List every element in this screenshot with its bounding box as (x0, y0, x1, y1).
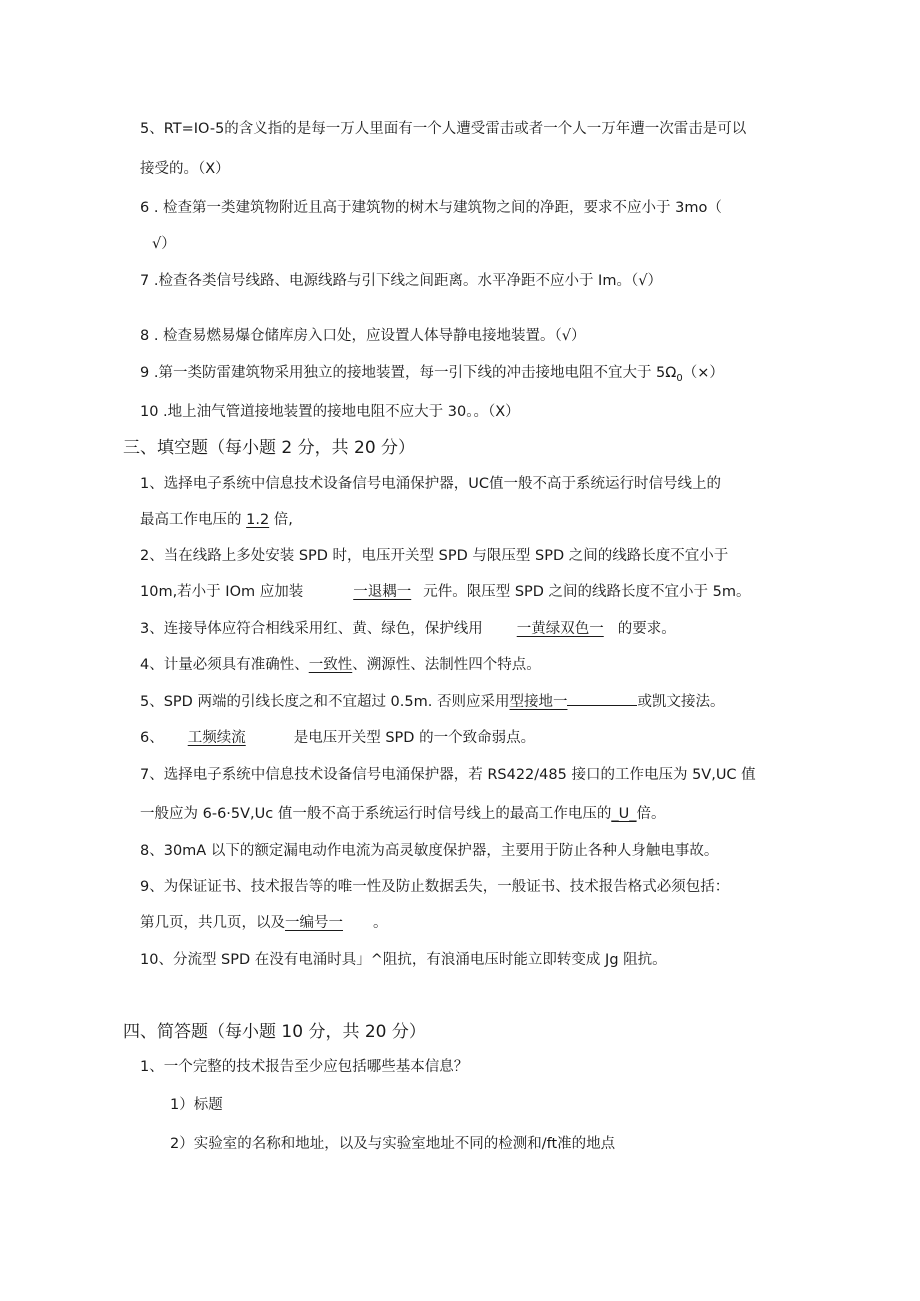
fill-q6 (140, 728, 535, 748)
short-q1: 1、一个完整的技术报告至少应包括哪些基本信息？ (140, 1059, 469, 1075)
short-q1-item1: 1）标题 (170, 1097, 223, 1113)
fill-q1-line1: 1、选择电子系统中信息技术设备信号电涌保护器，UC值一般不高于系统运行时信号线上的 (140, 476, 721, 492)
fill-q10: 10、分流型 SPD 在没有电涌时具」^阻抗，有浪涌电压时能立即转变成 Jg 阻抗。 (140, 952, 667, 968)
fill-q7-answer: _U_ (611, 806, 637, 822)
fill-q4-text: 4、计量必须具有准确性、 (140, 657, 309, 673)
judge-q9-subscript: 0 (676, 372, 683, 384)
fill-q3-answer: 一黄绿双色一 (516, 621, 604, 637)
judge-q5-line1: 5、RT=IO-5的含义指的是每一万人里面有一个人遭受雷击或者一个人一万年遭一次雷击是可以 (140, 121, 747, 137)
judge-q9-text: 9 .第一类防雷建筑物采用独立的接地装置，每一引下线的冲击接地电阻不宜大于 5Ω (140, 365, 677, 381)
fill-q5-answer: 型接地一 (509, 694, 568, 710)
fill-q6-answer: 工频续流 (187, 730, 246, 746)
fill-q9-line1: 9、为保证证书、技术报告等的唯一性及防止数据丢失，一般证书、技术报告格式必须包括： (140, 879, 730, 895)
judge-q9-answer: （×） (682, 365, 724, 381)
judge-q10: 10 .地上油气管道接地装置的接地电阻不应大于 30。。（X） (140, 404, 520, 420)
fill-q3-text: 3、连接导体应符合相线采用红、黄、绿色，保护线用 (140, 621, 483, 637)
fill-q2-text: 10m,若小于 IOm 应加装 (140, 584, 304, 600)
short-q1-item2: 2）实验室的名称和地址，以及与实验室地址不同的检测和/ft准的地点 (170, 1136, 616, 1152)
fill-q5-tail: 或凯文接法。 (637, 694, 725, 710)
fill-q7-line2 (140, 804, 665, 824)
fill-q9-text: 第几页，共几页，以及 (140, 915, 285, 931)
fill-q1-answer: 1.2 (246, 512, 270, 528)
section3-title: 三、填空题（每小题 2 分，共 20 分） (123, 438, 416, 458)
fill-q7-tail: 倍。 (636, 806, 666, 822)
fill-q5-blank (567, 691, 637, 706)
fill-q1-tail: 倍, (269, 512, 293, 528)
fill-q5 (140, 691, 724, 712)
fill-q7-line1: 7、选择电子系统中信息技术设备信号电涌保护器，若 RS422/485 接口的工作电压为 5V,UC 值 (140, 767, 756, 783)
judge-q6-line1: 6 . 检查第一类建筑物附近且高于建筑物的树木与建筑物之间的净距，要求不应小于 3mo（ (140, 200, 722, 216)
judge-q6-line2: √） (152, 236, 176, 252)
fill-q9-answer: 一编号一 (285, 915, 343, 931)
fill-q2-line1: 2、当在线路上多处安装 SPD 时，电压开关型 SPD 与限压型 SPD 之间的线路长度不宜小于 (140, 548, 729, 564)
fill-q3-tail: 的要求。 (617, 621, 676, 637)
fill-q4-tail: 、溯源性、法制性四个特点。 (352, 657, 541, 673)
judge-q9 (140, 363, 724, 389)
fill-q4-answer: 一致性 (308, 657, 353, 673)
fill-q9-tail: 。 (373, 915, 388, 931)
fill-q3 (140, 619, 676, 639)
fill-q4 (140, 655, 541, 675)
judge-q7: 7 .检查各类信号线路、电源线路与引下线之间距离。水平净距不应小于 Im。（√） (140, 273, 662, 289)
fill-q1-text: 最高工作电压的 (140, 512, 247, 528)
fill-q2-tail: 元件。限压型 SPD 之间的线路长度不宜小于 5m。 (423, 584, 751, 600)
fill-q5-text: 5、SPD 两端的引线长度之和不宜超过 0.5m. 否则应采用 (140, 694, 510, 710)
judge-q8: 8 . 检查易燃易爆仓储库房入口处，应设置人体导静电接地装置。（√） (140, 328, 586, 344)
fill-q6-tail: 是电压开关型 SPD 的一个致命弱点。 (293, 730, 536, 746)
fill-q2-line2 (140, 582, 751, 602)
fill-q2-answer: 一退耦一 (353, 584, 412, 600)
fill-q6-text: 6、 (140, 730, 164, 746)
fill-q1-line2 (140, 510, 293, 530)
judge-q5-line2: 接受的。（X） (140, 161, 230, 177)
fill-q7-text: 一般应为 6-6·5V,Uc 值一般不高于系统运行时信号线上的最高工作电压的 (140, 806, 612, 822)
fill-q9-line2 (140, 913, 388, 933)
fill-q8: 8、30mA 以下的额定漏电动作电流为高灵敏度保护器，主要用于防止各种人身触电事故。 (140, 843, 719, 859)
section4-title: 四、简答题（每小题 10 分，共 20 分） (123, 1022, 426, 1042)
